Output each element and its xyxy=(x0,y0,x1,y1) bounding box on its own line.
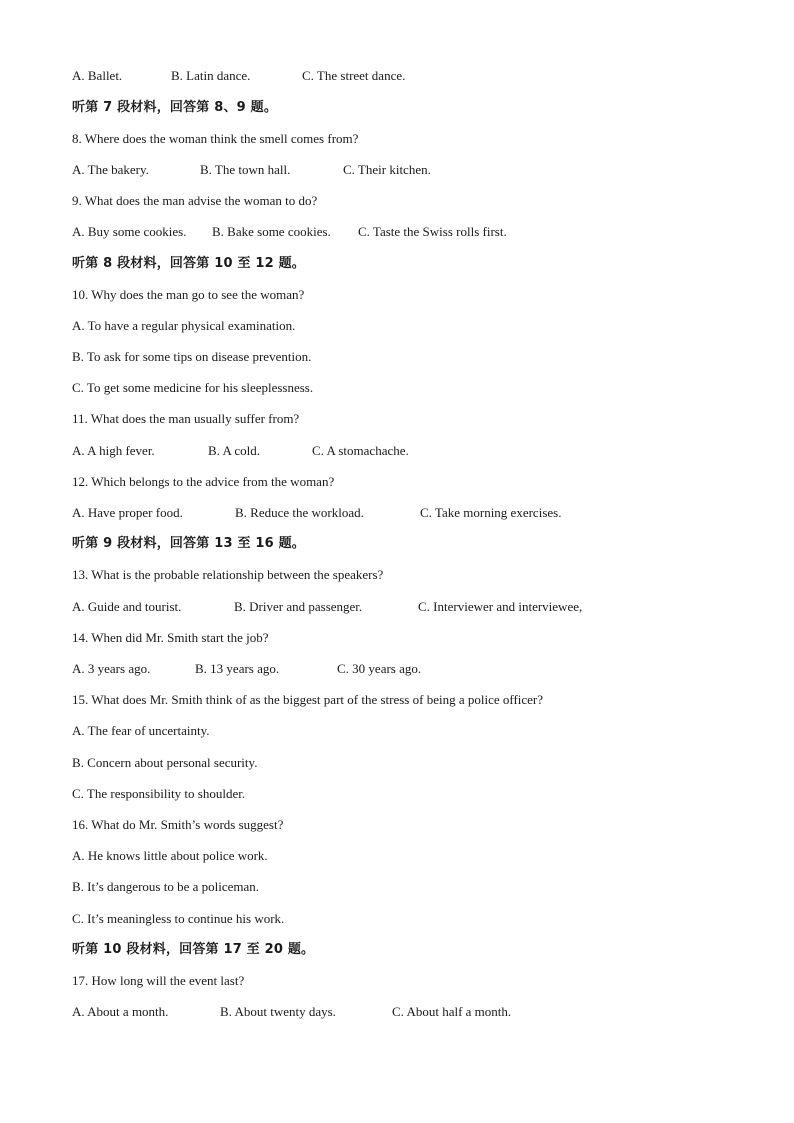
answer-option: A. About a month. xyxy=(72,1004,169,1019)
section-heading: 听第 8 段材料，回答第 10 至 12 题。 xyxy=(72,256,305,271)
answer-option: A. Guide and tourist. xyxy=(72,599,182,614)
section-heading: 听第 10 段材料，回答第 17 至 20 题。 xyxy=(72,942,315,957)
answer-option: B. To ask for some tips on disease prevention. xyxy=(72,349,312,364)
answer-option: B. About twenty days. xyxy=(220,1004,336,1019)
question-text: 14. When did Mr. Smith start the job? xyxy=(72,630,269,645)
answer-option: A. Buy some cookies. xyxy=(72,224,187,239)
question-text: 17. How long will the event last? xyxy=(72,973,245,988)
answer-option: B. Reduce the workload. xyxy=(235,505,364,520)
answer-option: B. A cold. xyxy=(208,443,261,458)
answer-option: A. He knows little about police work. xyxy=(72,848,268,863)
answer-option: C. The responsibility to shoulder. xyxy=(72,786,246,801)
question-text: 15. What does Mr. Smith think of as the biggest part of the stress of being a police officer? xyxy=(72,692,544,707)
question-text: 13. What is the probable relationship between the speakers? xyxy=(72,567,384,582)
answer-option: B. Bake some cookies. xyxy=(212,224,331,239)
answer-option: A. Have proper food. xyxy=(72,505,183,520)
answer-option: B. Latin dance. xyxy=(171,68,251,83)
answer-option: C. It’s meaningless to continue his work. xyxy=(72,911,285,926)
answer-option: C. The street dance. xyxy=(302,68,406,83)
question-text: 9. What does the man advise the woman to do? xyxy=(72,193,318,208)
question-text: 10. Why does the man go to see the woman? xyxy=(72,287,305,302)
answer-option: C. Interviewer and interviewee, xyxy=(418,599,583,614)
question-text: 8. Where does the woman think the smell comes from? xyxy=(72,131,359,146)
answer-option: A. Ballet. xyxy=(72,68,123,83)
section-heading: 听第 9 段材料，回答第 13 至 16 题。 xyxy=(72,536,305,551)
answer-option: C. Their kitchen. xyxy=(343,162,431,177)
question-text: 11. What does the man usually suffer from? xyxy=(72,411,300,426)
question-text: 12. Which belongs to the advice from the woman? xyxy=(72,474,335,489)
answer-option: B. 13 years ago. xyxy=(195,661,280,676)
answer-option: C. A stomachache. xyxy=(312,443,409,458)
answer-option: A. The fear of uncertainty. xyxy=(72,723,210,738)
answer-option: A. The bakery. xyxy=(72,162,149,177)
answer-option: B. The town hall. xyxy=(200,162,291,177)
answer-option: C. 30 years ago. xyxy=(337,661,422,676)
section-heading: 听第 7 段材料，回答第 8、9 题。 xyxy=(72,100,278,115)
answer-option: A. To have a regular physical examination. xyxy=(72,318,296,333)
answer-option: B. Driver and passenger. xyxy=(234,599,363,614)
answer-option: B. Concern about personal security. xyxy=(72,755,258,770)
answer-option: C. Take morning exercises. xyxy=(420,505,562,520)
answer-option: A. 3 years ago. xyxy=(72,661,151,676)
answer-option: C. About half a month. xyxy=(392,1004,512,1019)
answer-option: B. It’s dangerous to be a policeman. xyxy=(72,879,260,894)
answer-option: A. A high fever. xyxy=(72,443,155,458)
question-text: 16. What do Mr. Smith’s words suggest? xyxy=(72,817,284,832)
answer-option: C. Taste the Swiss rolls first. xyxy=(358,224,507,239)
answer-option: C. To get some medicine for his sleeplessness. xyxy=(72,380,314,395)
